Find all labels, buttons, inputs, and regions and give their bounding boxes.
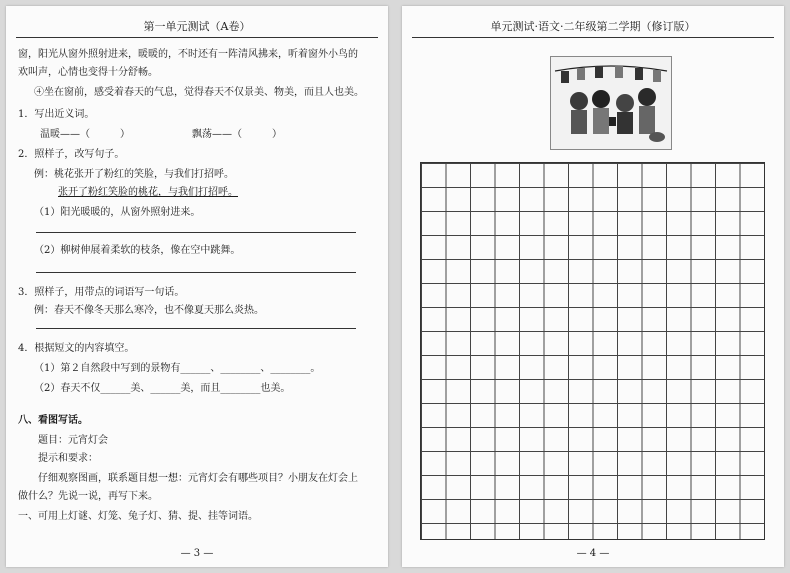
q1-item-1: 温暖——（ ） [40,129,130,140]
section-8-topic: 题目：元宵灯会 [38,435,108,446]
right-page-header: 单元测试·语文·二年级第二学期（修订版） [412,20,774,38]
passage-line-3: ④坐在窗前，感受着春天的气息，觉得春天不仅景美、物美，而且人也美。 [34,87,364,98]
passage-line-2: 欢叫声，心情也变得十分舒畅。 [18,67,158,78]
lantern-festival-illustration [550,56,672,150]
q1-item-2: 飘荡——（ ） [192,129,282,140]
q2-answer-line-1[interactable] [36,232,356,233]
section-8-title: 八、看图写话。 [18,415,88,426]
q2-answer-line-2[interactable] [36,272,356,273]
q2-title: 2．照样子，改写句子。 [18,149,125,160]
section-8-hint-line-2: 做什么？先说一说，再写下来。 [18,491,158,502]
q3-title: 3．照样子，用带点的词语写一句话。 [18,287,185,298]
section-8-hint-title: 提示和要求： [38,453,98,464]
section-8-hint-line-3: 一、可用上灯谜、灯笼、兔子灯、猜、提、挂等词语。 [18,511,258,522]
writing-grid[interactable] [420,162,765,540]
q4-sentence-1: （1）第２自然段中写到的景物有______、________、________。 [34,363,321,374]
section-8-hint-line-1: 仔细观察图画，联系题目想一想：元宵灯会有哪些项目？小朋友在灯会上 [38,473,358,484]
q2-sentence-1: （1）阳光暖暖的，从窗外照射进来。 [34,207,201,218]
q4-sentence-2: （2）春天不仅______美、______美，而且________也美。 [34,383,291,394]
passage-line-1: 窗，阳光从窗外照射进来，暖暖的，不时还有一阵清风拂来，听着窗外小鸟的 [18,49,358,60]
right-page-number: — 4 — [576,548,610,559]
right-page [402,6,784,567]
q2-example-b: 张开了粉红笑脸的桃花，与我们打招呼。 [58,187,238,198]
q3-example: 例：春天不像冬天那么寒冷，也不像夏天那么炎热。 [34,305,264,316]
left-page [6,6,388,567]
q4-title: 4．根据短文的内容填空。 [18,343,135,354]
lantern-festival-drawing [551,57,671,149]
q2-example-a: 例：桃花张开了粉红的笑脸，与我们打招呼。 [34,169,234,180]
left-page-number: — 3 — [180,548,214,559]
q2-sentence-2: （2）柳树伸展着柔软的枝条，像在空中跳舞。 [34,245,241,256]
q1-title: 1．写出近义词。 [18,109,95,120]
left-page-header: 第一单元测试（A卷） [16,20,378,38]
q3-answer-line[interactable] [36,328,356,329]
